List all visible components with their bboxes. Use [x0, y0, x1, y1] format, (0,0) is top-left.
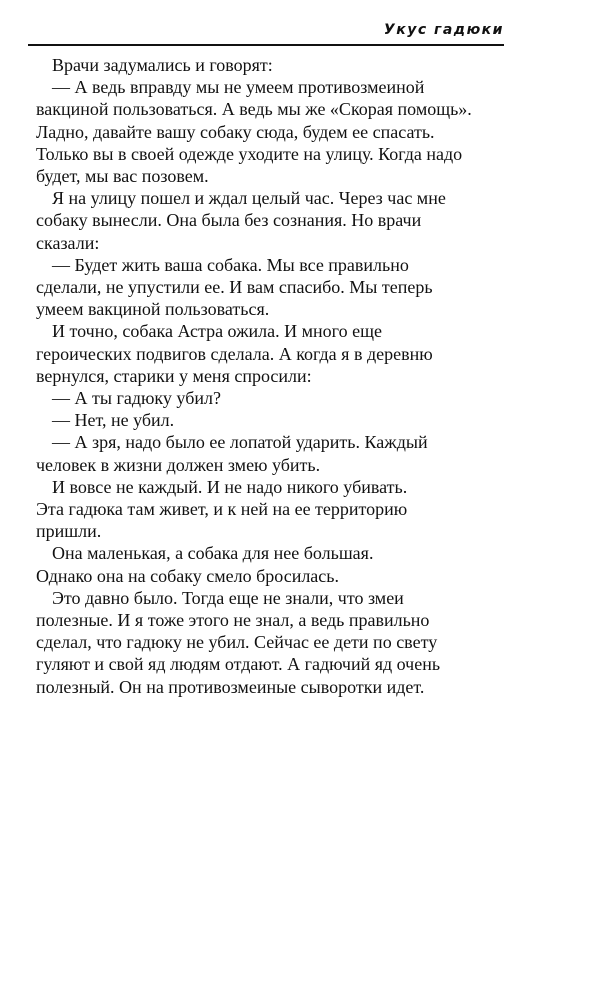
text-line: И вовсе не каждый. И не надо никого убивать.	[52, 476, 408, 497]
text-line: И точно, собака Астра ожила. И много еще	[52, 321, 382, 342]
paragraph	[36, 542, 498, 586]
body-text	[36, 54, 498, 698]
text-line: сказали:	[36, 232, 100, 253]
text-line: человек в жизни должен змею убить.	[36, 454, 321, 475]
text-line: Ладно, давайте вашу собаку сюда, будем ее спасать.	[36, 121, 435, 142]
text-line: сделали, не упустили ее. И вам спасибо. Мы теперь	[36, 277, 433, 298]
text-line: — А ведь вправду мы не умеем противозмеиной	[52, 77, 425, 98]
text-line: Я на улицу пошел и ждал целый час. Через час мне	[52, 188, 446, 209]
text-line: Только вы в своей одежде уходите на улицу. Когда надо	[36, 143, 463, 164]
text-line: собаку вынесли. Она была без сознания. Но врачи	[36, 210, 422, 231]
text-line: — А ты гадюку убил?	[52, 388, 221, 409]
paragraph	[36, 409, 498, 431]
paragraph	[36, 320, 498, 387]
text-line: героических подвигов сделала. А когда я в деревню	[36, 343, 433, 364]
text-line: умеем вакциной пользоваться.	[36, 299, 270, 320]
text-line: Однако она на собаку смело бросилась.	[36, 565, 339, 586]
text-line: пришли.	[36, 521, 102, 542]
text-line: — Будет жить ваша собака. Мы все правильно	[52, 254, 409, 275]
paragraph	[36, 254, 498, 321]
paragraph	[36, 431, 498, 475]
paragraph	[36, 54, 498, 76]
text-line: сделал, что гадюку не убил. Сейчас ее дети по свету	[36, 632, 438, 653]
text-line: Это давно было. Тогда еще не знали, что змеи	[52, 587, 404, 608]
text-line: Она маленькая, а собака для нее большая.	[52, 543, 374, 564]
text-line: Врачи задумались и говорят:	[52, 55, 273, 75]
running-head: Укус гадюки	[383, 22, 504, 38]
text-line: вакциной пользоваться. А ведь мы же «Скорая помощь».	[36, 99, 472, 120]
paragraph	[36, 476, 498, 543]
text-line: — А зря, надо было ее лопатой ударить. Каждый	[52, 432, 428, 453]
text-line: гуляют и свой яд людям отдают. А гадючий яд очень	[36, 654, 441, 675]
paragraph	[36, 187, 498, 254]
paragraph	[36, 587, 498, 698]
text-line: полезный. Он на противозмеиные сыворотки идет.	[36, 676, 425, 697]
paragraph	[36, 76, 498, 187]
paragraph	[36, 387, 498, 409]
text-line: — Нет, не убил.	[52, 410, 175, 431]
text-line: вернулся, старики у меня спросили:	[36, 365, 312, 386]
text-line: Эта гадюка там живет, и к ней на ее территорию	[36, 499, 408, 520]
header-rule	[28, 44, 504, 46]
text-line: будет, мы вас позовем.	[36, 166, 209, 187]
text-line: полезные. И я тоже этого не знал, а ведь правильно	[36, 610, 430, 631]
